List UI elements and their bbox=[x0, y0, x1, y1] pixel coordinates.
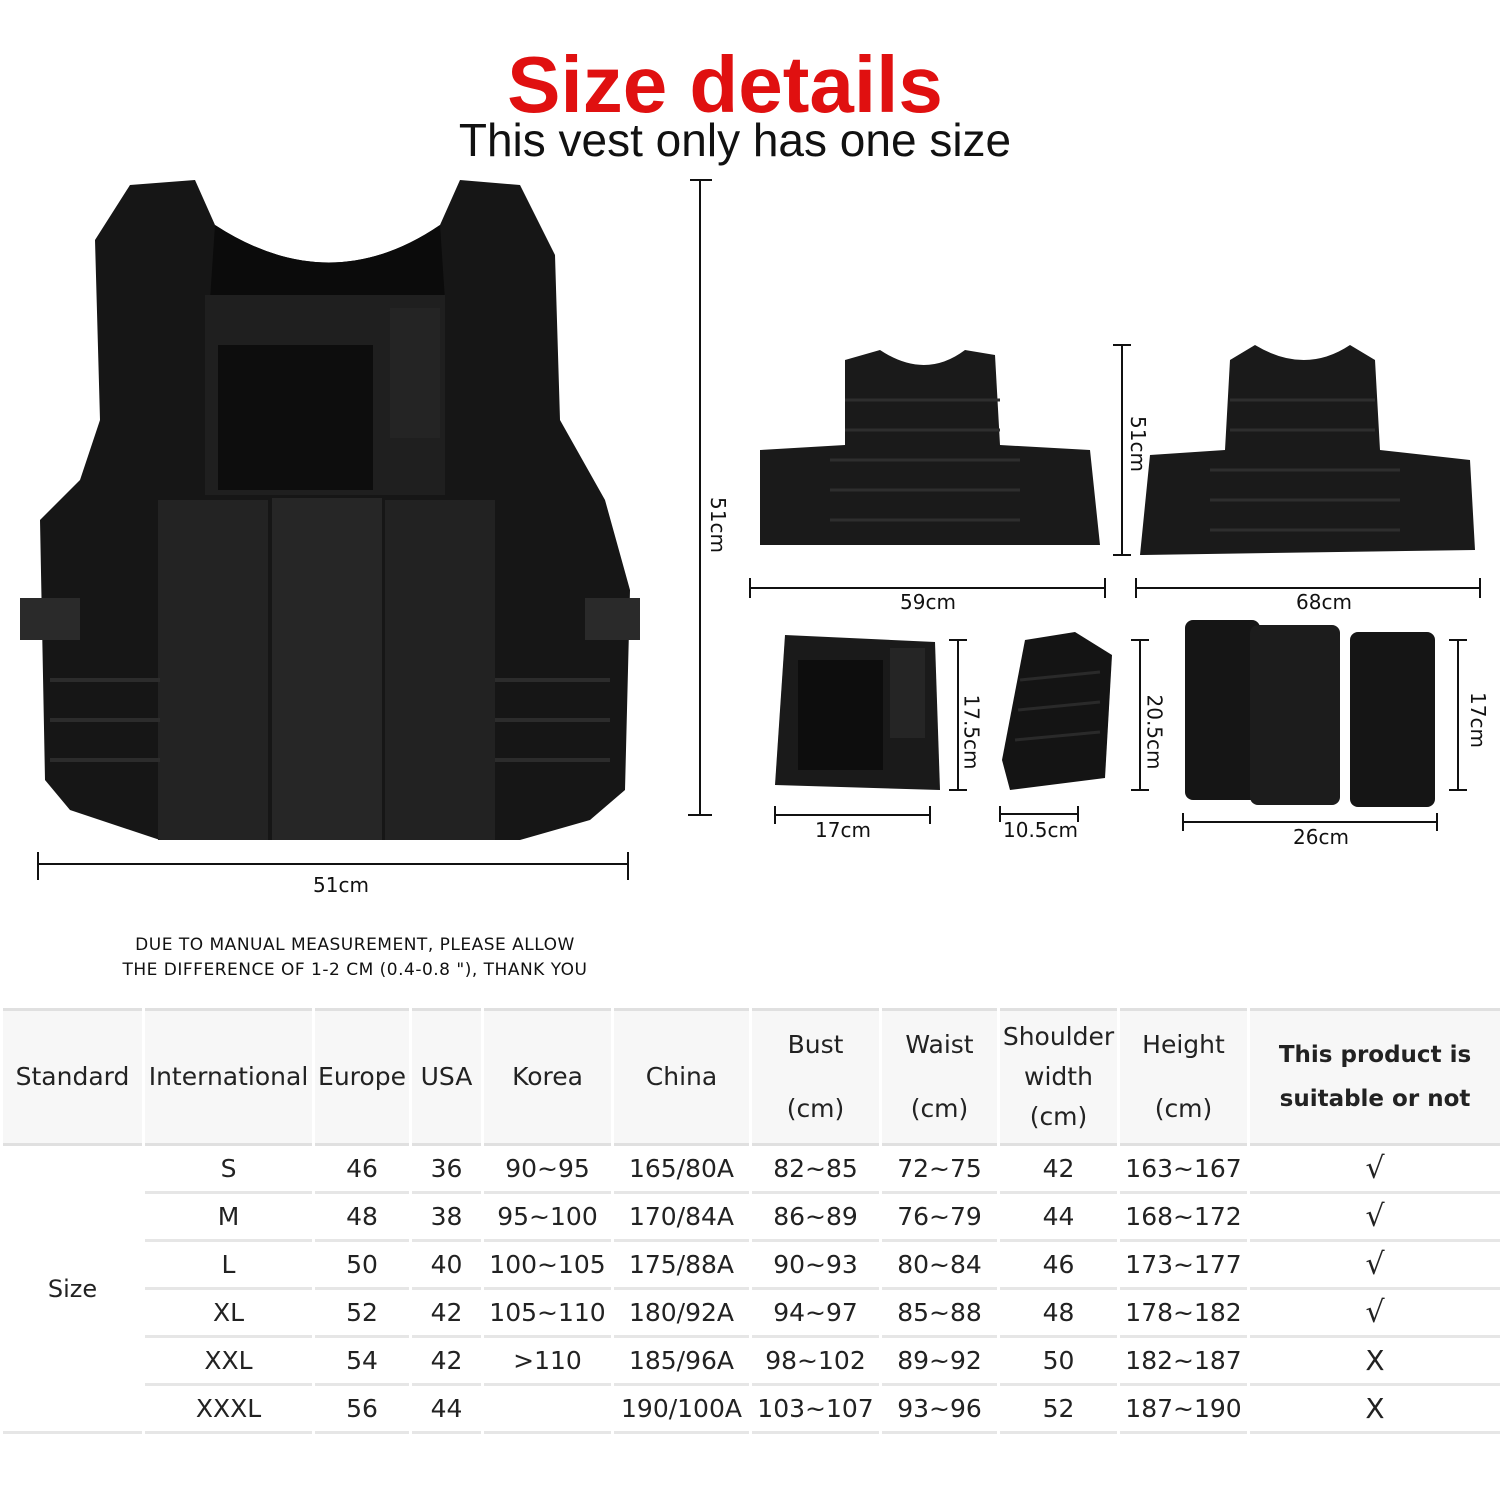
header-waist bbox=[881, 1010, 999, 1145]
cell-usa: 36 bbox=[411, 1145, 483, 1193]
cell-suitable-cross-icon: X bbox=[1249, 1337, 1500, 1385]
front-vest-image bbox=[760, 350, 1100, 545]
mag-width-label: 26cm bbox=[1293, 825, 1349, 849]
cell-shoulder: 52 bbox=[999, 1385, 1119, 1433]
cell-bust: 86~89 bbox=[751, 1193, 881, 1241]
cell-europe: 46 bbox=[314, 1145, 411, 1193]
measurement-disclaimer bbox=[60, 933, 650, 983]
cell-europe: 52 bbox=[314, 1289, 411, 1337]
main-height-label: 51cm bbox=[705, 497, 730, 553]
header-shoulder-label-1: Shoulder bbox=[1002, 1022, 1115, 1051]
table-header-row bbox=[2, 1010, 1500, 1145]
header-bust-unit: (cm) bbox=[786, 1094, 845, 1123]
cell-bust: 94~97 bbox=[751, 1289, 881, 1337]
cell-waist: 85~88 bbox=[881, 1289, 999, 1337]
cell-bust: 90~93 bbox=[751, 1241, 881, 1289]
header-shoulder-unit: (cm) bbox=[1029, 1102, 1088, 1131]
cell-europe: 48 bbox=[314, 1193, 411, 1241]
cell-suitable-check-icon: √ bbox=[1249, 1289, 1500, 1337]
cell-korea: >110 bbox=[483, 1337, 613, 1385]
cell-international: XXL bbox=[144, 1337, 314, 1385]
cell-shoulder: 44 bbox=[999, 1193, 1119, 1241]
header-korea: Korea bbox=[483, 1010, 613, 1145]
header-usa: USA bbox=[411, 1010, 483, 1145]
size-chart-table bbox=[0, 1008, 1500, 1434]
cell-korea: 100~105 bbox=[483, 1241, 613, 1289]
cell-usa: 42 bbox=[411, 1289, 483, 1337]
header-height-label: Height bbox=[1142, 1030, 1225, 1059]
mag-height-right-label: 17cm bbox=[1465, 692, 1490, 748]
admin-panel-image bbox=[775, 635, 940, 790]
cell-bust: 103~107 bbox=[751, 1385, 881, 1433]
back-height-label: 51cm bbox=[1125, 416, 1150, 472]
cell-china: 175/88A bbox=[613, 1241, 751, 1289]
cell-suitable-check-icon: √ bbox=[1249, 1193, 1500, 1241]
header-suitable-line-2: suitable or not bbox=[1279, 1086, 1471, 1112]
header-international: International bbox=[144, 1010, 314, 1145]
header-europe: Europe bbox=[314, 1010, 411, 1145]
cell-europe: 54 bbox=[314, 1337, 411, 1385]
cell-shoulder: 50 bbox=[999, 1337, 1119, 1385]
cell-korea: 95~100 bbox=[483, 1193, 613, 1241]
table-row bbox=[2, 1145, 1500, 1193]
cell-shoulder: 42 bbox=[999, 1145, 1119, 1193]
pouch-width-label: 10.5cm bbox=[1003, 818, 1079, 842]
main-vest-image bbox=[20, 180, 640, 840]
cell-height: 173~177 bbox=[1119, 1241, 1249, 1289]
cell-height: 187~190 bbox=[1119, 1385, 1249, 1433]
cell-europe: 50 bbox=[314, 1241, 411, 1289]
cell-china: 165/80A bbox=[613, 1145, 751, 1193]
cell-china: 180/92A bbox=[613, 1289, 751, 1337]
cell-waist: 72~75 bbox=[881, 1145, 999, 1193]
cell-international: M bbox=[144, 1193, 314, 1241]
header-china: China bbox=[613, 1010, 751, 1145]
panel-width-label: 17cm bbox=[815, 818, 871, 842]
header-standard: Standard bbox=[2, 1010, 144, 1145]
header-bust-label: Bust bbox=[787, 1030, 844, 1059]
disclaimer-line-1: DUE TO MANUAL MEASUREMENT, PLEASE ALLOW bbox=[135, 935, 575, 955]
mag-height-left-label: 20.5cm bbox=[1142, 694, 1167, 770]
table-row bbox=[2, 1289, 1500, 1337]
header-bust bbox=[751, 1010, 881, 1145]
disclaimer-line-2: THE DIFFERENCE OF 1-2 CM (0.4-0.8 "), THANK YOU bbox=[122, 960, 588, 980]
header-height bbox=[1119, 1010, 1249, 1145]
cell-suitable-check-icon: √ bbox=[1249, 1241, 1500, 1289]
header-waist-label: Waist bbox=[905, 1030, 974, 1059]
page-subtitle: This vest only has one size bbox=[458, 114, 1012, 166]
cell-international: L bbox=[144, 1241, 314, 1289]
cell-korea bbox=[483, 1385, 613, 1433]
back-vest-image bbox=[1140, 345, 1475, 555]
cell-usa: 40 bbox=[411, 1241, 483, 1289]
table-row bbox=[2, 1337, 1500, 1385]
header-shoulder-label-2: width bbox=[1024, 1062, 1093, 1091]
cell-china: 190/100A bbox=[613, 1385, 751, 1433]
triple-mag-pouch-image bbox=[1185, 620, 1435, 807]
cell-bust: 82~85 bbox=[751, 1145, 881, 1193]
cell-waist: 76~79 bbox=[881, 1193, 999, 1241]
cell-usa: 38 bbox=[411, 1193, 483, 1241]
main-width-label: 51cm bbox=[313, 873, 369, 897]
cell-suitable-check-icon: √ bbox=[1249, 1145, 1500, 1193]
cell-china: 170/84A bbox=[613, 1193, 751, 1241]
cell-international: XL bbox=[144, 1289, 314, 1337]
cell-height: 182~187 bbox=[1119, 1337, 1249, 1385]
back-width-label: 68cm bbox=[1296, 590, 1352, 614]
cell-usa: 42 bbox=[411, 1337, 483, 1385]
header-waist-unit: (cm) bbox=[910, 1094, 969, 1123]
header-height-unit: (cm) bbox=[1154, 1094, 1213, 1123]
cell-korea: 105~110 bbox=[483, 1289, 613, 1337]
utility-pouch-image bbox=[1002, 632, 1112, 790]
cell-shoulder: 46 bbox=[999, 1241, 1119, 1289]
cell-suitable-cross-icon: X bbox=[1249, 1385, 1500, 1433]
cell-shoulder: 48 bbox=[999, 1289, 1119, 1337]
header-suitable bbox=[1249, 1010, 1500, 1145]
cell-bust: 98~102 bbox=[751, 1337, 881, 1385]
panel-height-label: 17.5cm bbox=[959, 694, 984, 770]
cell-international: S bbox=[144, 1145, 314, 1193]
cell-waist: 93~96 bbox=[881, 1385, 999, 1433]
cell-europe: 56 bbox=[314, 1385, 411, 1433]
size-group-label: Size bbox=[2, 1145, 144, 1433]
header-suitable-line-1: This product is bbox=[1278, 1042, 1472, 1068]
cell-korea: 90~95 bbox=[483, 1145, 613, 1193]
header-shoulder bbox=[999, 1010, 1119, 1145]
cell-waist: 80~84 bbox=[881, 1241, 999, 1289]
cell-international: XXXL bbox=[144, 1385, 314, 1433]
cell-china: 185/96A bbox=[613, 1337, 751, 1385]
cell-height: 178~182 bbox=[1119, 1289, 1249, 1337]
cell-height: 168~172 bbox=[1119, 1193, 1249, 1241]
cell-height: 163~167 bbox=[1119, 1145, 1249, 1193]
cell-usa: 44 bbox=[411, 1385, 483, 1433]
table-row bbox=[2, 1193, 1500, 1241]
table-row bbox=[2, 1385, 1500, 1433]
front-width-label: 59cm bbox=[900, 590, 956, 614]
page-title: Size details bbox=[507, 40, 943, 129]
cell-waist: 89~92 bbox=[881, 1337, 999, 1385]
table-row bbox=[2, 1241, 1500, 1289]
